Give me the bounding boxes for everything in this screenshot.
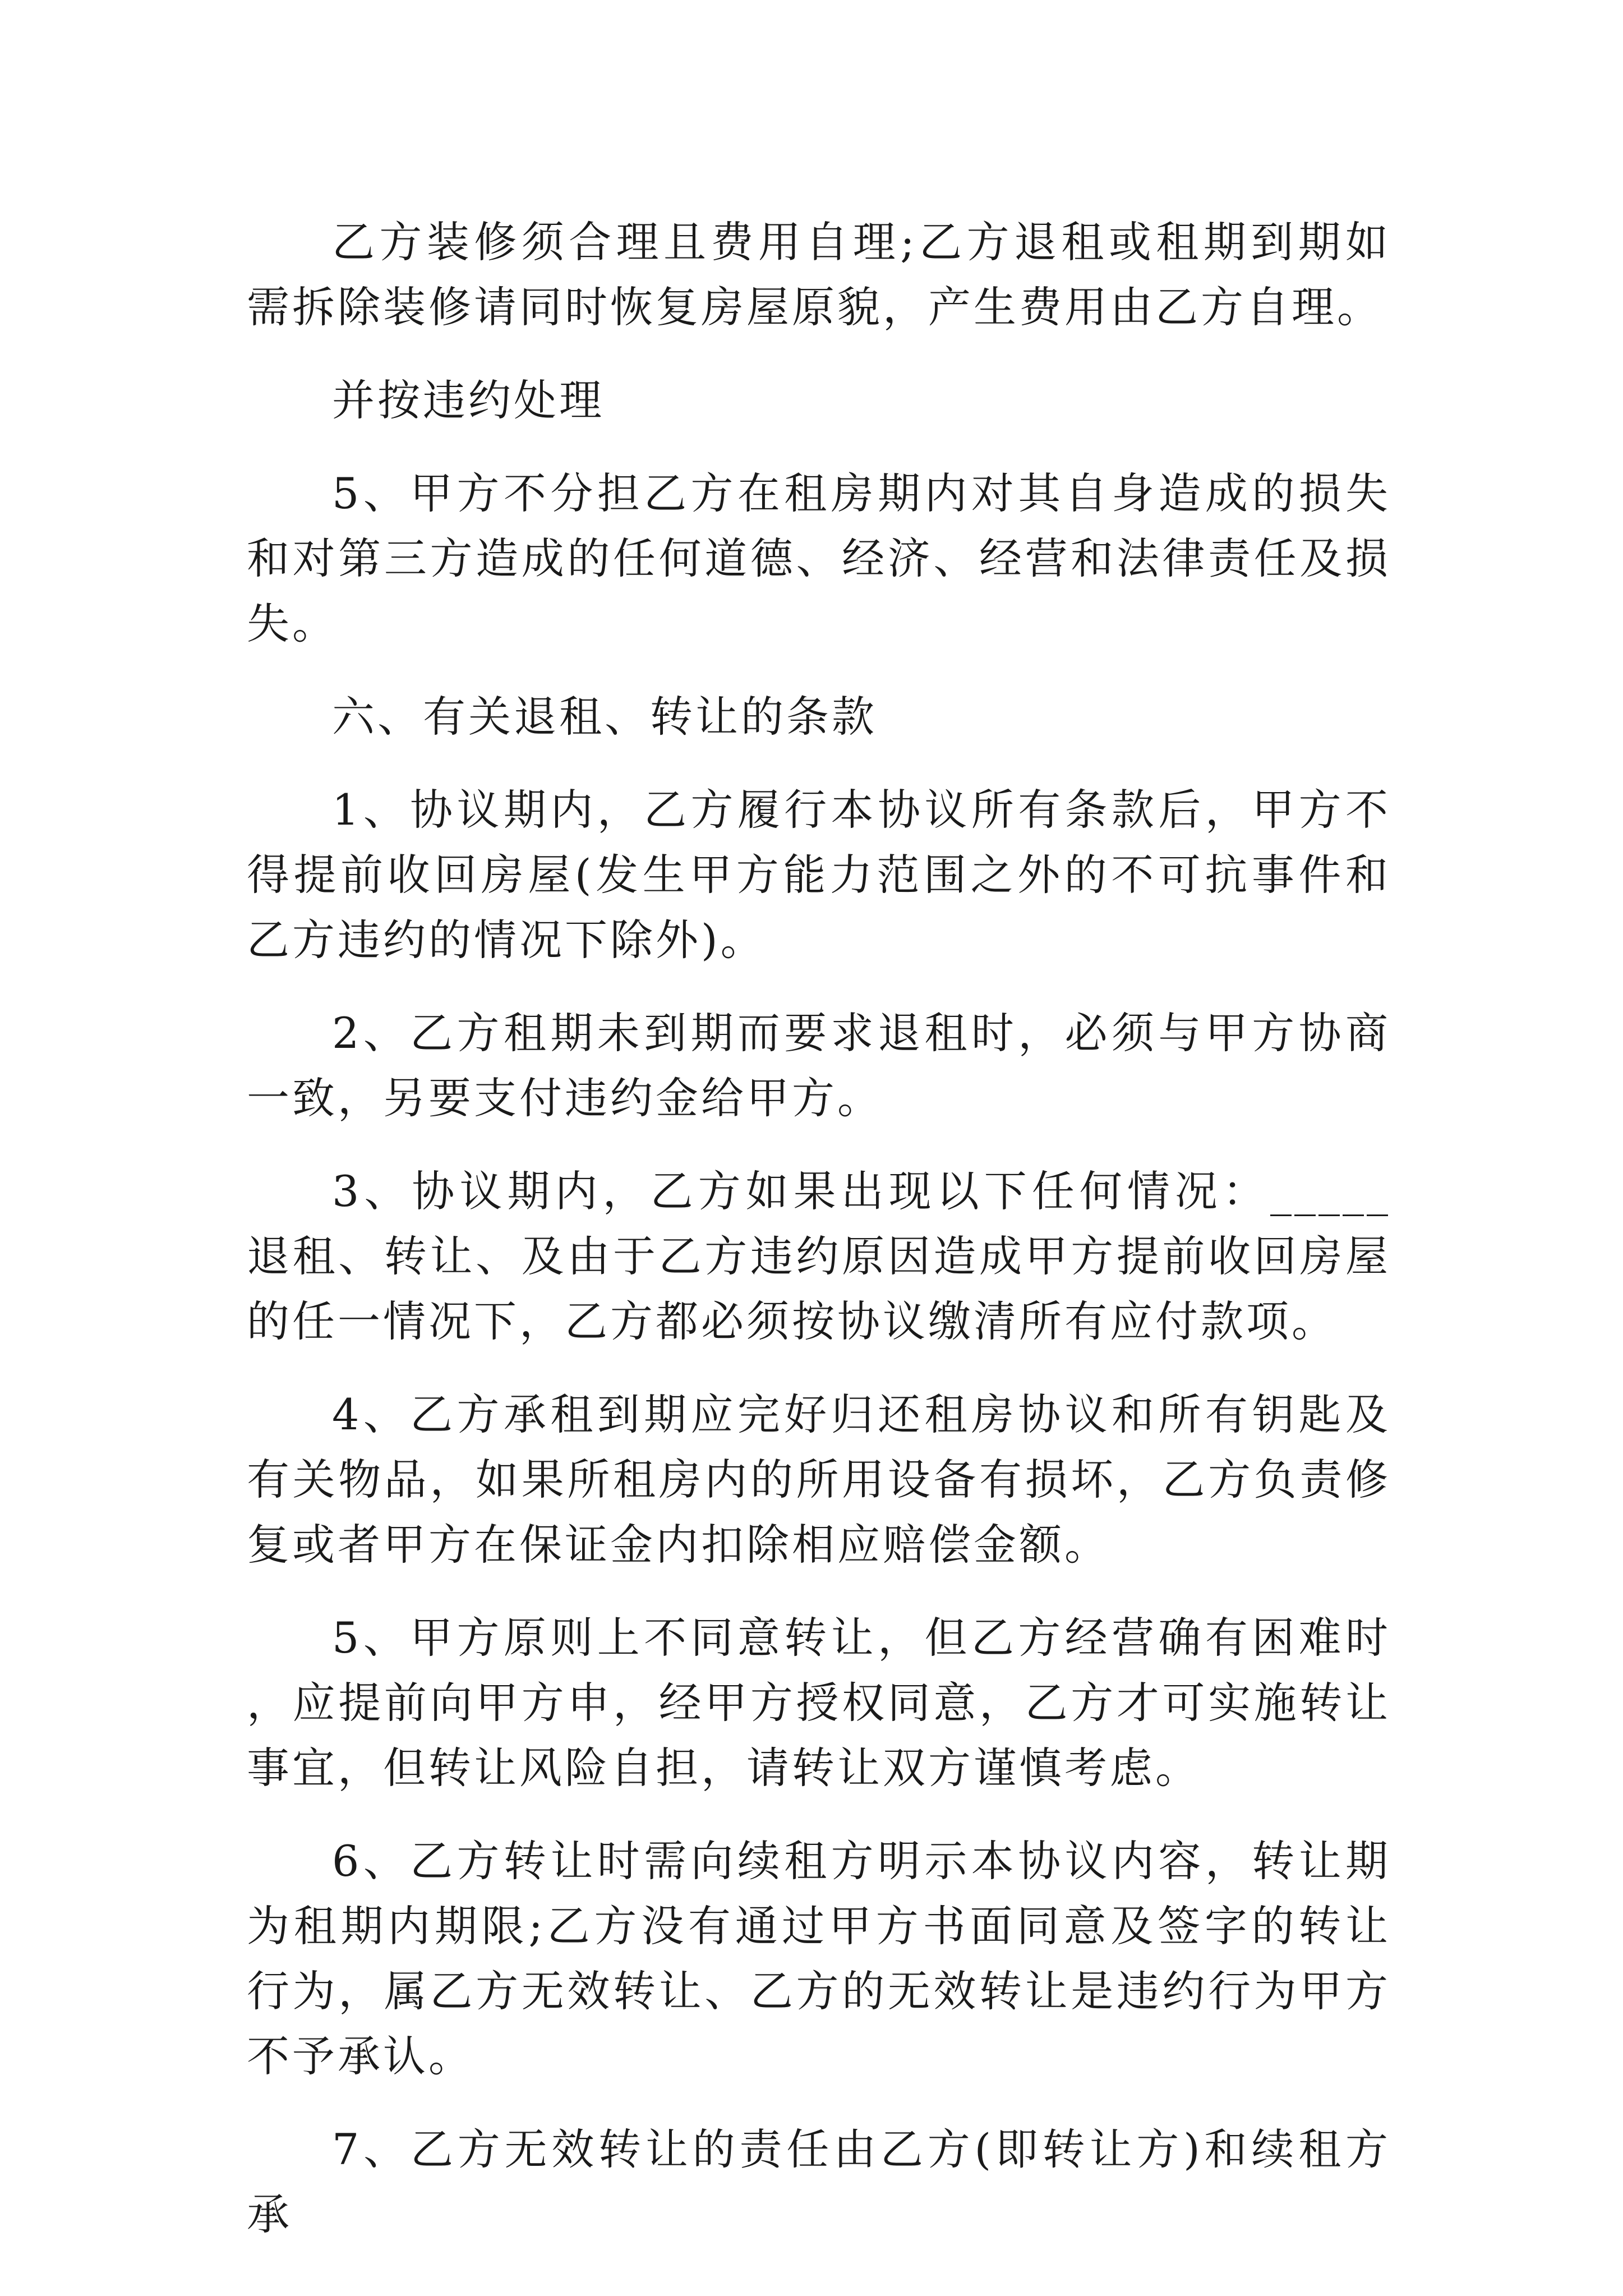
paragraph-decoration: 乙方装修须合理且费用自理;乙方退租或租期到期如需拆除装修请同时恢复房屋原貌，产生费用由乙方自理。 bbox=[247, 217, 1391, 332]
section-heading-6: 六、有关退租、转让的条款 bbox=[332, 692, 877, 742]
paragraph-clause-1: 1、协议期内，乙方履行本协议所有条款后，甲方不得提前收回房屋(发生甲方能力范围之外的不可抗事件和乙方违约的情况下除外)。 bbox=[247, 785, 1391, 965]
paragraph-clause-3: 3、协议期内，乙方如果出现以下任何情况：_____退租、转让、及由于乙方违约原因造成甲方提前收回房屋的任一情况下，乙方都必须按协议缴清所有应付款项。 bbox=[247, 1166, 1391, 1346]
paragraph-clause-4: 4、乙方承租到期应完好归还租房协议和所有钥匙及有关物品，如果所租房内的所用设备有损坏，乙方负责修复或者甲方在保证金内扣除相应赔偿金额。 bbox=[247, 1389, 1391, 1570]
paragraph-clause-6: 6、乙方转让时需向续租方明示本协议内容，转让期为租期内期限;乙方没有通过甲方书面同意及签字的转让行为，属乙方无效转让、乙方的无效转让是违约行为甲方不予承认。 bbox=[247, 1836, 1391, 2081]
paragraph-clause-7: 7、乙方无效转让的责任由乙方(即转让方)和续租方承 bbox=[247, 2124, 1391, 2239]
paragraph-clause-5-transfer: 5、甲方原则上不同意转让，但乙方经营确有困难时，应提前向甲方申，经甲方授权同意，乙方才可实施转让事宜，但转让风险自担，请转让双方谨慎考虑。 bbox=[247, 1613, 1391, 1793]
paragraph-clause-5-liability: 5、甲方不分担乙方在租房期内对其自身造成的损失和对第三方造成的任何道德、经济、经营和法律责任及损失。 bbox=[247, 468, 1391, 648]
paragraph-clause-2: 2、乙方租期未到期而要求退租时，必须与甲方协商一致，另要支付违约金给甲方。 bbox=[247, 1008, 1391, 1123]
paragraph-breach-handling: 并按违约处理 bbox=[332, 375, 605, 425]
document-body bbox=[247, 210, 1391, 2247]
